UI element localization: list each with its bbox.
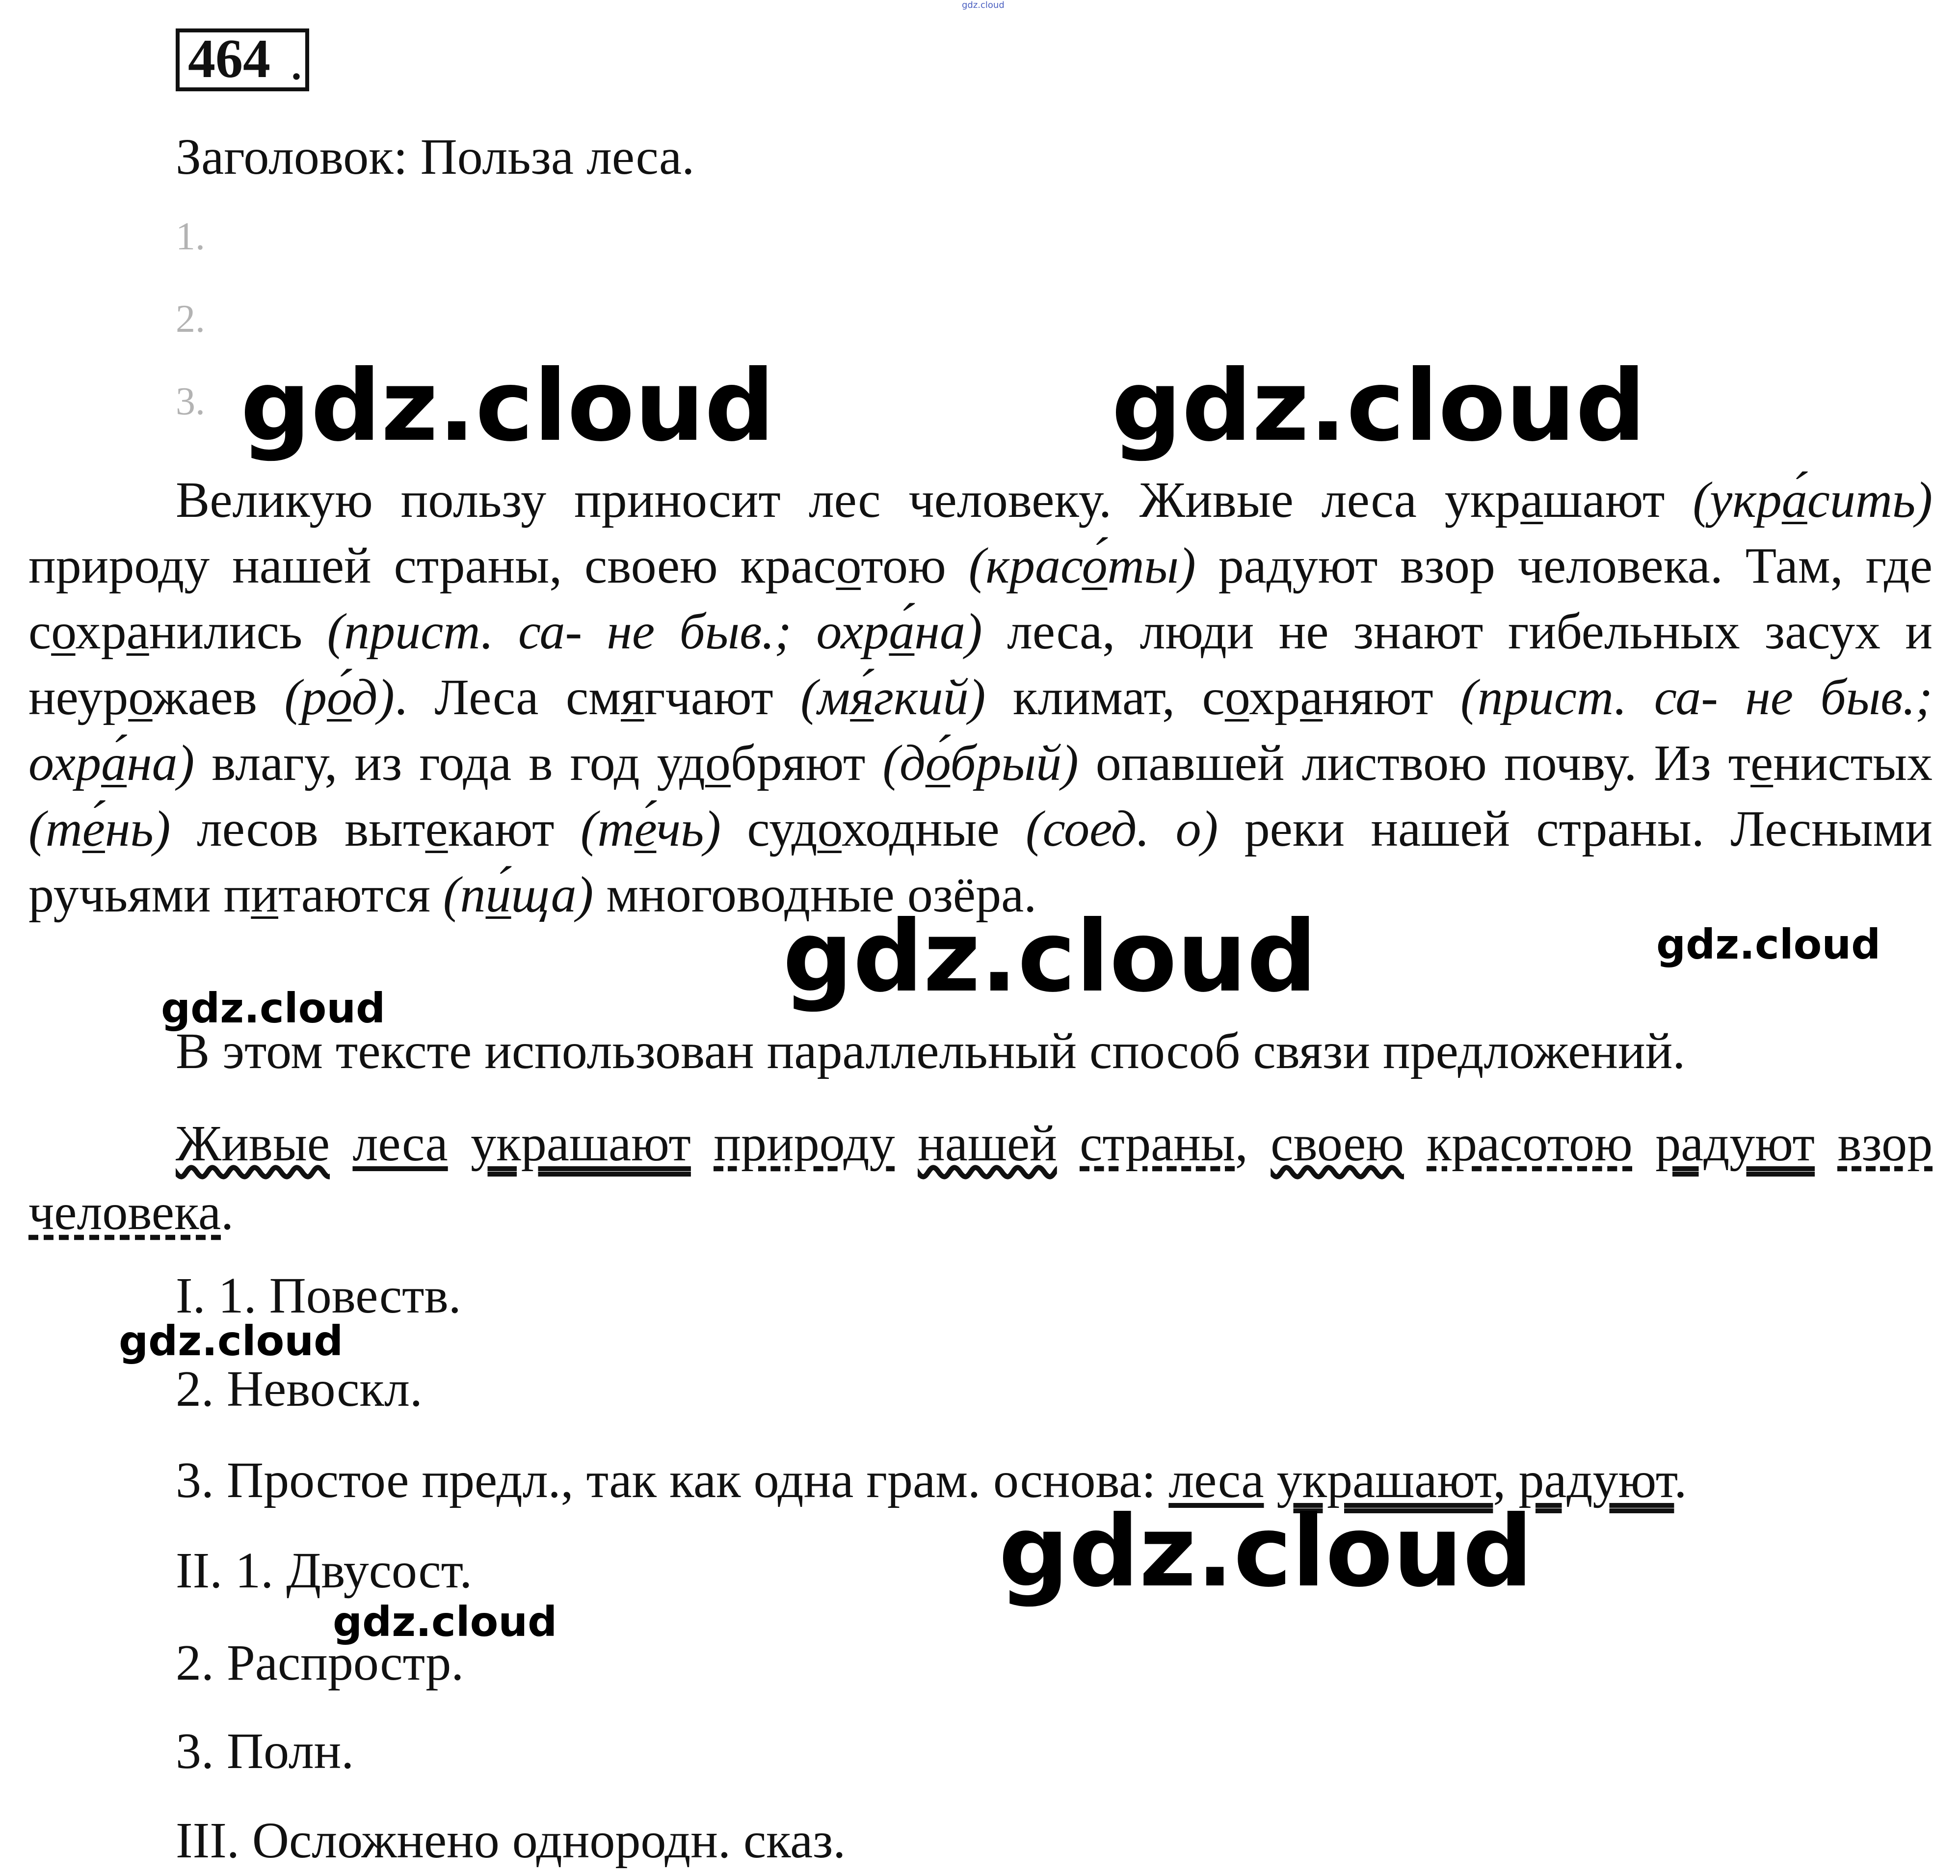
sentence-word-attr: своею <box>1271 1115 1404 1172</box>
parsed-sentence <box>28 1109 1933 1247</box>
text-segment: кают <box>448 801 581 857</box>
watermark-small-2: gdz.cloud <box>161 984 386 1032</box>
text-segment: климат, с <box>985 669 1225 725</box>
analysis-i1: I. 1. Повеств. <box>176 1267 461 1324</box>
empty-item-3: 3. <box>176 380 205 423</box>
text-segment: (соед. о) <box>1025 801 1218 857</box>
text-segment: сить) <box>1807 472 1933 528</box>
sentence-word-obj: природу <box>714 1115 895 1172</box>
sentence-word-obj: красотою <box>1427 1115 1633 1172</box>
text-segment: (т <box>28 801 82 857</box>
sentence-separator <box>448 1115 471 1172</box>
text-segment: бряют <box>730 735 883 791</box>
text-segment: а <box>1300 669 1323 725</box>
text-segment: суд <box>721 801 818 857</box>
text-segment: (прист. са- не быв.; охр <box>28 669 1933 791</box>
text-segment: таются <box>278 866 443 923</box>
text-segment: и́ <box>485 866 511 923</box>
text-segment: опавшей листвою почву. Из т <box>1078 735 1751 791</box>
text-segment: ходные <box>841 801 1026 857</box>
sentence-word-attr: Живые <box>176 1115 330 1172</box>
text-segment: Великую пользу приносит лес человеку. Живые леса укр <box>176 472 1521 528</box>
watermark-big-2: gdz.cloud <box>1112 349 1646 463</box>
text-segment: о́ <box>925 735 951 791</box>
text-segment: я <box>621 669 644 725</box>
title-line: Заголовок: Польза леса. <box>176 129 695 185</box>
text-segment: (м <box>800 669 850 725</box>
analysis-i3-end: . <box>1674 1452 1687 1508</box>
sentence-separator <box>1057 1115 1080 1172</box>
text-segment: природу нашей страны, своею крас <box>28 537 836 594</box>
task-number: 464 <box>188 28 270 89</box>
watermark-small-1: gdz.cloud <box>1656 920 1881 968</box>
text-segment: хр <box>75 603 127 660</box>
watermark-big-1: gdz.cloud <box>240 349 775 463</box>
text-segment: . Леса см <box>394 669 621 725</box>
text-segment: реки нашей страны. Лесными ручьями п <box>28 801 1933 923</box>
sentence-separator: , <box>1235 1115 1271 1172</box>
text-segment: (п <box>443 866 486 923</box>
text-segment: нились <box>149 603 327 660</box>
text-segment: на) <box>127 735 195 791</box>
connection-note: В этом тексте использован параллельный способ связи предложений. <box>176 1023 1686 1079</box>
watermark-small-3: gdz.cloud <box>119 1317 344 1365</box>
text-segment: влагу, из года в год уд <box>194 735 705 791</box>
text-segment: о <box>1224 669 1249 725</box>
sentence-word-obj: взор <box>1837 1115 1933 1172</box>
text-segment: брый) <box>950 735 1079 791</box>
text-segment: о́ <box>1082 537 1108 594</box>
sentence-word-attr: нашей <box>918 1115 1057 1172</box>
text-segment: ты) <box>1107 537 1196 594</box>
text-segment: (д <box>882 735 926 791</box>
text-segment: нь) <box>105 801 171 857</box>
text-segment: е <box>425 801 448 857</box>
sentence-word-obj: человека <box>28 1184 221 1240</box>
text-segment: о <box>836 537 861 594</box>
text-segment: е́ <box>82 801 105 857</box>
text-segment: на) <box>914 603 982 660</box>
analysis-ii1: II. 1. Двусост. <box>176 1542 473 1599</box>
text-segment: (крас <box>968 537 1082 594</box>
text-segment: е́ <box>634 801 657 857</box>
text-segment: нистых <box>1773 735 1933 791</box>
text-segment: а́ <box>101 735 127 791</box>
text-segment: о <box>51 603 76 660</box>
text-segment: многоводные озёра. <box>593 866 1037 923</box>
empty-item-2: 2. <box>176 297 205 341</box>
text-segment: (укр <box>1693 472 1782 528</box>
text-segment: е <box>1750 735 1774 791</box>
text-segment: ща) <box>511 866 594 923</box>
watermark-big-4: gdz.cloud <box>999 1495 1533 1609</box>
text-segment: радуют взор человека. Там, где с <box>28 537 1933 660</box>
text-segment: лесов выт <box>170 801 425 857</box>
text-segment: а <box>126 603 149 660</box>
sentence-separator <box>330 1115 352 1172</box>
text-segment: (прист. са- не быв.; охр <box>327 603 889 660</box>
text-segment: и <box>251 866 278 923</box>
analysis-i3-predicate-2: радуют <box>1518 1452 1674 1508</box>
text-segment: (т <box>580 801 635 857</box>
analysis-i3-comma: , <box>1493 1452 1519 1508</box>
text-segment: о <box>705 735 731 791</box>
text-segment: а <box>1520 472 1543 528</box>
text-segment: о <box>128 669 153 725</box>
text-segment: шают <box>1543 472 1693 528</box>
analysis-i3-predicate-1: украшают <box>1276 1452 1493 1508</box>
sentence-separator <box>1633 1115 1655 1172</box>
sentence-word-obj: страны <box>1080 1115 1235 1172</box>
text-segment: гчают <box>644 669 801 725</box>
text-segment: хр <box>1249 669 1300 725</box>
task-number-dot: . <box>290 30 303 91</box>
text-segment: (р <box>284 669 327 725</box>
analysis-ii2: 2. Распростр. <box>176 1635 464 1691</box>
text-segment: жаев <box>152 669 285 725</box>
empty-item-1: 1. <box>176 215 205 258</box>
text-segment: а́ <box>1781 472 1807 528</box>
text-segment: а́ <box>889 603 915 660</box>
text-segment: о́ <box>327 669 352 725</box>
text-segment: о <box>817 801 842 857</box>
sentence-separator <box>691 1115 714 1172</box>
sentence-word-subj: леса <box>352 1115 448 1172</box>
text-segment: чь) <box>656 801 721 857</box>
text-segment: леса, люди не знают гибельных засух и неур <box>28 603 1933 725</box>
analysis-i3-subject: леса <box>1168 1452 1264 1508</box>
main-text-paragraph <box>28 467 1933 928</box>
watermark-tiny: gdz.cloud <box>962 0 1005 10</box>
analysis-ii3: 3. Полн. <box>176 1723 354 1779</box>
sentence-word-pred: украшают <box>471 1115 691 1172</box>
text-segment: няют <box>1323 669 1461 725</box>
sentence-separator <box>895 1115 918 1172</box>
sentence-separator: . <box>221 1184 234 1240</box>
analysis-i3-prefix: 3. Простое предл., так как одна грам. основа: <box>176 1452 1169 1508</box>
watermark-big-3: gdz.cloud <box>783 900 1317 1014</box>
watermark-small-4: gdz.cloud <box>333 1598 557 1646</box>
sentence-separator <box>1404 1115 1427 1172</box>
text-segment: я́ <box>850 669 874 725</box>
text-segment: тою <box>861 537 969 594</box>
text-segment: д) <box>351 669 395 725</box>
text-segment: гкий) <box>874 669 986 725</box>
sentence-word-pred: радуют <box>1655 1115 1815 1172</box>
analysis-i2: 2. Невоскл. <box>176 1361 423 1417</box>
analysis-iii: III. Осложнено однородн. сказ. <box>176 1812 846 1869</box>
sentence-separator <box>1815 1115 1837 1172</box>
